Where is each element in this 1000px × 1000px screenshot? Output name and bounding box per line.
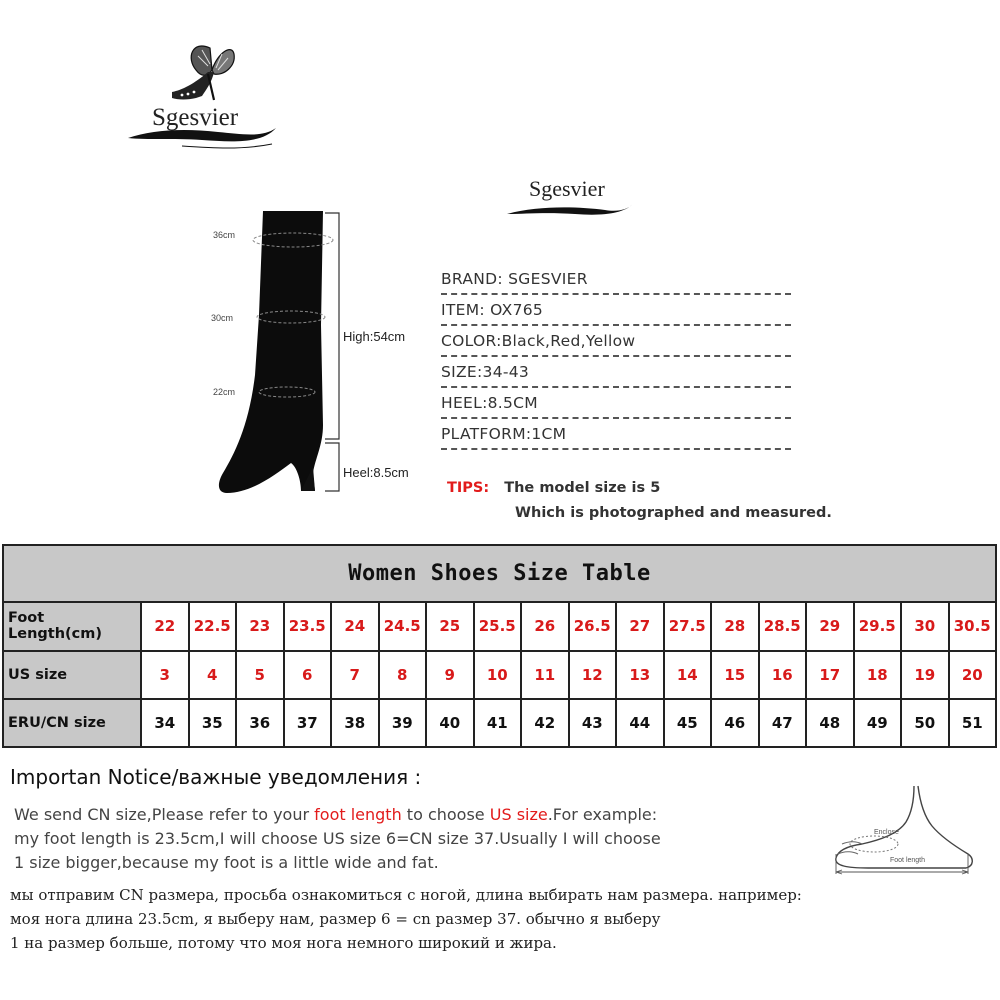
size-cell: 28 xyxy=(711,602,759,650)
notice-ru-line2: моя нога длина 23.5cm, я выберу нам, размер 6 = cn размер 37. обычно я выберу xyxy=(10,910,661,928)
size-cell: 51 xyxy=(949,699,997,747)
size-cell: 15 xyxy=(711,651,759,699)
spec-heel: HEEL:8.5CM xyxy=(441,390,791,419)
size-cell: 6 xyxy=(284,651,332,699)
size-cell: 17 xyxy=(806,651,854,699)
notice-en-us-size: US size xyxy=(489,805,548,824)
size-cell: 4 xyxy=(189,651,237,699)
height-label: High:54cm xyxy=(343,329,406,344)
size-cell: 23 xyxy=(236,602,284,650)
size-cell: 45 xyxy=(664,699,712,747)
size-cell: 28.5 xyxy=(759,602,807,650)
size-cell: 12 xyxy=(569,651,617,699)
size-cell: 41 xyxy=(474,699,522,747)
size-table-row xyxy=(3,699,996,747)
size-cell: 7 xyxy=(331,651,379,699)
size-table xyxy=(2,544,997,748)
tips-label: TIPS: xyxy=(447,480,490,496)
enclose-label: Enclose xyxy=(874,829,899,836)
size-row-label: Foot Length(cm) xyxy=(3,602,141,650)
size-cell: 30.5 xyxy=(949,602,997,650)
tips-text-2: Which is photographed and measured. xyxy=(515,505,832,521)
size-cell: 40 xyxy=(426,699,474,747)
logo-small-swoosh-icon xyxy=(505,200,635,220)
size-cell: 27 xyxy=(616,602,664,650)
size-cell: 18 xyxy=(854,651,902,699)
size-cell: 30 xyxy=(901,602,949,650)
size-cell: 10 xyxy=(474,651,522,699)
notice-ru-line3: 1 на размер больше, потому что моя нога немного широкий и жира. xyxy=(10,934,557,952)
brand-logo-small-text: Sgesvier xyxy=(529,176,605,201)
spec-platform: PLATFORM:1CM xyxy=(441,421,791,450)
size-cell: 3 xyxy=(141,651,189,699)
size-cell: 29.5 xyxy=(854,602,902,650)
size-cell: 11 xyxy=(521,651,569,699)
size-row-label: US size xyxy=(3,651,141,699)
size-cell: 29 xyxy=(806,602,854,650)
size-cell: 24 xyxy=(331,602,379,650)
tips-line1 xyxy=(447,480,660,496)
size-cell: 49 xyxy=(854,699,902,747)
notice-en-1c: .For example: xyxy=(547,805,658,824)
size-cell: 13 xyxy=(616,651,664,699)
brand-logo-small xyxy=(505,176,635,221)
size-cell: 39 xyxy=(379,699,427,747)
size-cell: 25.5 xyxy=(474,602,522,650)
brand-logo xyxy=(122,40,282,160)
size-cell: 5 xyxy=(236,651,284,699)
size-cell: 19 xyxy=(901,651,949,699)
notice-en-foot-length: foot length xyxy=(314,805,402,824)
size-cell: 34 xyxy=(141,699,189,747)
size-cell: 16 xyxy=(759,651,807,699)
notice-en-line2: my foot length is 23.5cm,I will choose US size 6=CN size 37.Usually I will choose xyxy=(14,829,661,848)
spec-brand: BRAND: SGESVIER xyxy=(441,266,791,295)
spec-size: SIZE:34-43 xyxy=(441,359,791,388)
size-cell: 46 xyxy=(711,699,759,747)
size-cell: 22.5 xyxy=(189,602,237,650)
size-cell: 26.5 xyxy=(569,602,617,650)
size-cell: 26 xyxy=(521,602,569,650)
size-cell: 8 xyxy=(379,651,427,699)
size-cell: 25 xyxy=(426,602,474,650)
size-cell: 47 xyxy=(759,699,807,747)
circ-label-36: 36cm xyxy=(213,230,236,240)
spec-color: COLOR:Black,Red,Yellow xyxy=(441,328,791,357)
size-cell: 37 xyxy=(284,699,332,747)
butterfly-heel-icon xyxy=(122,40,282,110)
notice-en-line3: 1 size bigger,because my foot is a little wide and fat. xyxy=(14,853,439,872)
size-cell: 38 xyxy=(331,699,379,747)
foot-length-label: Foot length xyxy=(890,857,926,864)
circ-label-22: 22cm xyxy=(213,387,236,397)
tips-text-1: The model size is 5 xyxy=(504,480,661,496)
foot-outline-icon xyxy=(836,786,972,868)
notice-en-line1 xyxy=(14,805,657,824)
size-cell: 20 xyxy=(949,651,997,699)
size-cell: 48 xyxy=(806,699,854,747)
logo-swoosh-icon xyxy=(122,124,282,164)
size-cell: 22 xyxy=(141,602,189,650)
size-cell: 36 xyxy=(236,699,284,747)
size-cell: 50 xyxy=(901,699,949,747)
brand-logo-text: Sgesvier xyxy=(152,104,239,131)
circ-label-30: 30cm xyxy=(211,313,234,323)
size-row-label: ERU/CN size xyxy=(3,699,141,747)
size-cell: 42 xyxy=(521,699,569,747)
foot-diagram xyxy=(828,782,988,877)
size-cell: 24.5 xyxy=(379,602,427,650)
size-cell: 43 xyxy=(569,699,617,747)
notice-ru-line1: мы отправим CN размера, просьба ознакомиться с ногой, длина выбирать нам размера. например: xyxy=(10,886,802,904)
size-cell: 44 xyxy=(616,699,664,747)
size-cell: 14 xyxy=(664,651,712,699)
size-table-row xyxy=(3,602,996,650)
size-cell: 35 xyxy=(189,699,237,747)
boot-shape xyxy=(219,211,323,493)
notice-en-1b: to choose xyxy=(401,805,490,824)
notice-en-1a: We send CN size,Please refer to your xyxy=(14,805,315,824)
size-cell: 9 xyxy=(426,651,474,699)
size-table-title: Women Shoes Size Table xyxy=(3,545,996,602)
size-cell: 23.5 xyxy=(284,602,332,650)
spec-item: ITEM: OX765 xyxy=(441,297,791,326)
boot-diagram xyxy=(205,205,435,495)
size-table-row xyxy=(3,651,996,699)
notice-title: Importan Notice/важные уведомления : xyxy=(10,765,422,789)
size-cell: 27.5 xyxy=(664,602,712,650)
heel-label: Heel:8.5cm xyxy=(343,465,409,480)
